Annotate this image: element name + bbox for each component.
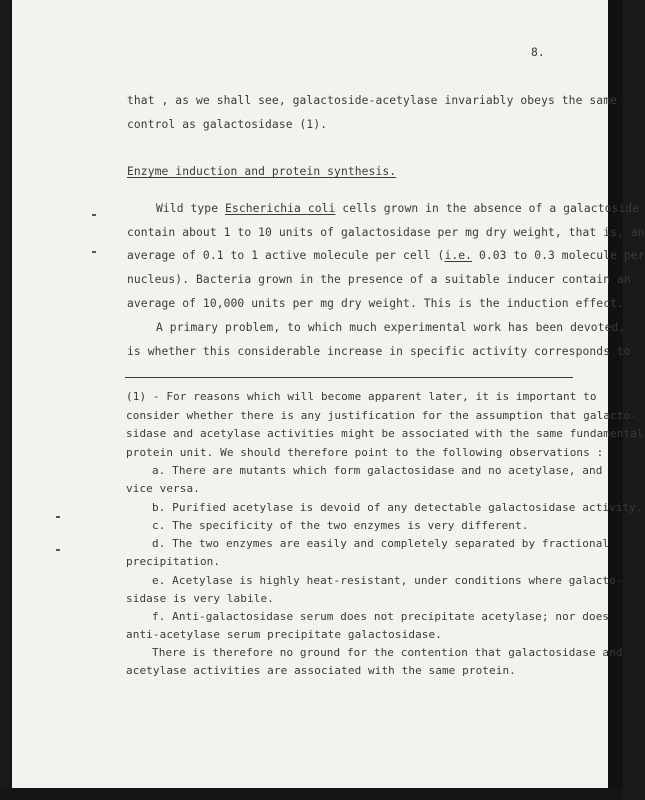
footnote-item-a-line-2: vice versa. — [126, 482, 200, 495]
footnote-item-a-line-1: a. There are mutants which form galactosidase and no acetylase, and — [152, 464, 603, 477]
footnote-line-2: consider whether there is any justification for the assumption that galacto- — [126, 409, 637, 422]
footnote-item-b: b. Purified acetylase is devoid of any detectable galactosidase activity. — [152, 501, 643, 514]
footnote-line-3: sidase and acetylase activities might be associated with the same fundamental — [126, 427, 644, 440]
footnote-item-d-line-2: precipitation. — [126, 555, 221, 568]
margin-mark — [56, 549, 60, 551]
species-name: Escherichia coli — [225, 202, 336, 215]
footnote-conclusion-line-1: There is therefore no ground for the contention that galactosidase and — [152, 646, 623, 659]
intro-line-2: control as galactosidase (1). — [127, 118, 328, 131]
footnote-conclusion-line-2: acetylase activities are associated with the same protein. — [126, 664, 516, 677]
para2-line-2: is whether this considerable increase in specific activity corresponds to — [127, 345, 631, 358]
margin-mark — [92, 251, 96, 253]
footnote-item-f-line-2: anti-acetylase serum precipitate galactosidase. — [126, 628, 442, 641]
page-number: 8. — [531, 46, 545, 59]
section-heading: Enzyme induction and protein synthesis. — [127, 165, 397, 178]
scan-border-bottom — [0, 788, 623, 800]
footnote-separator — [125, 377, 573, 378]
scan-border-right — [608, 0, 623, 800]
footnote-item-c: c. The specificity of the two enzymes is very different. — [152, 519, 529, 532]
footnote-line-4: protein unit. We should therefore point to the following observations : — [126, 446, 604, 459]
footnote-item-f-line-1: f. Anti-galactosidase serum does not precipitate acetylase; nor does — [152, 610, 610, 623]
footnote-line-1: (1) - For reasons which will become apparent later, it is important to — [126, 390, 597, 403]
para2-line-1: A primary problem, to which much experimental work has been devoted, — [156, 321, 626, 334]
para1-line-1: Wild type Escherichia coli cells grown in the absence of a galactoside — [156, 202, 640, 215]
margin-mark — [56, 516, 60, 518]
footnote-item-e-line-2: sidase is very labile. — [126, 592, 274, 605]
footnote-item-e-line-1: e. Acetylase is highly heat-resistant, under conditions where galacto- — [152, 574, 623, 587]
ie-abbrev: i.e. — [444, 249, 473, 262]
margin-mark — [92, 214, 96, 216]
para1-line-5: average of 10,000 units per mg dry weight. This is the induction effect. — [127, 297, 624, 310]
footnote-item-d-line-1: d. The two enzymes are easily and completely separated by fractional — [152, 537, 610, 550]
para1-line-2: contain about 1 to 10 units of galactosidase per mg dry weight, that is, an — [127, 226, 645, 239]
intro-line-1: that , as we shall see, galactoside-acetylase invariably obeys the same — [127, 94, 617, 107]
para1-line-3: average of 0.1 to 1 active molecule per cell (i.e. 0.03 to 0.3 molecule per — [127, 249, 645, 262]
para1-line-4: nucleus). Bacteria grown in the presence of a suitable inducer contain an — [127, 273, 631, 286]
